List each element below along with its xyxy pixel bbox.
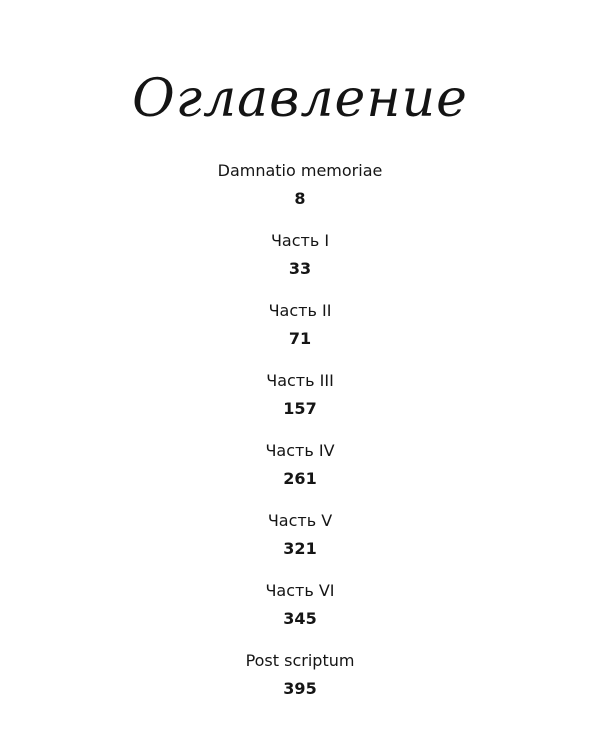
toc-entry-title: Часть I: [270, 231, 330, 250]
toc-entry: [0, 365, 600, 435]
toc-entry-page-number: 71: [288, 329, 312, 348]
toc-entry-page-number: 321: [283, 539, 317, 558]
toc-entry-page-number: 8: [294, 189, 306, 208]
toc-entry-page-number: 261: [283, 469, 317, 488]
toc-entry-title: Часть V: [267, 511, 333, 530]
toc-entry-page-number: 33: [288, 259, 312, 278]
toc-entry-page-number: 345: [283, 609, 317, 628]
toc-title: Оглавление: [132, 69, 468, 129]
toc-entry-title: Часть III: [266, 371, 334, 390]
toc-list: [0, 155, 600, 715]
toc-entry-page-number: 157: [283, 399, 317, 418]
toc-entry: [0, 295, 600, 365]
toc-entry: [0, 505, 600, 575]
toc-entry: [0, 575, 600, 645]
toc-entry: [0, 435, 600, 505]
toc-entry: [0, 225, 600, 295]
toc-entry-page-number: 395: [283, 679, 317, 698]
toc-entry-title: Часть VI: [265, 581, 335, 600]
toc-entry-title: Damnatio memoriae: [217, 161, 383, 180]
toc-entry: [0, 645, 600, 715]
toc-entry: [0, 155, 600, 225]
toc-entry-title: Часть IV: [265, 441, 335, 460]
toc-entry-title: Post scriptum: [245, 651, 355, 670]
toc-entry-title: Часть II: [268, 301, 332, 320]
